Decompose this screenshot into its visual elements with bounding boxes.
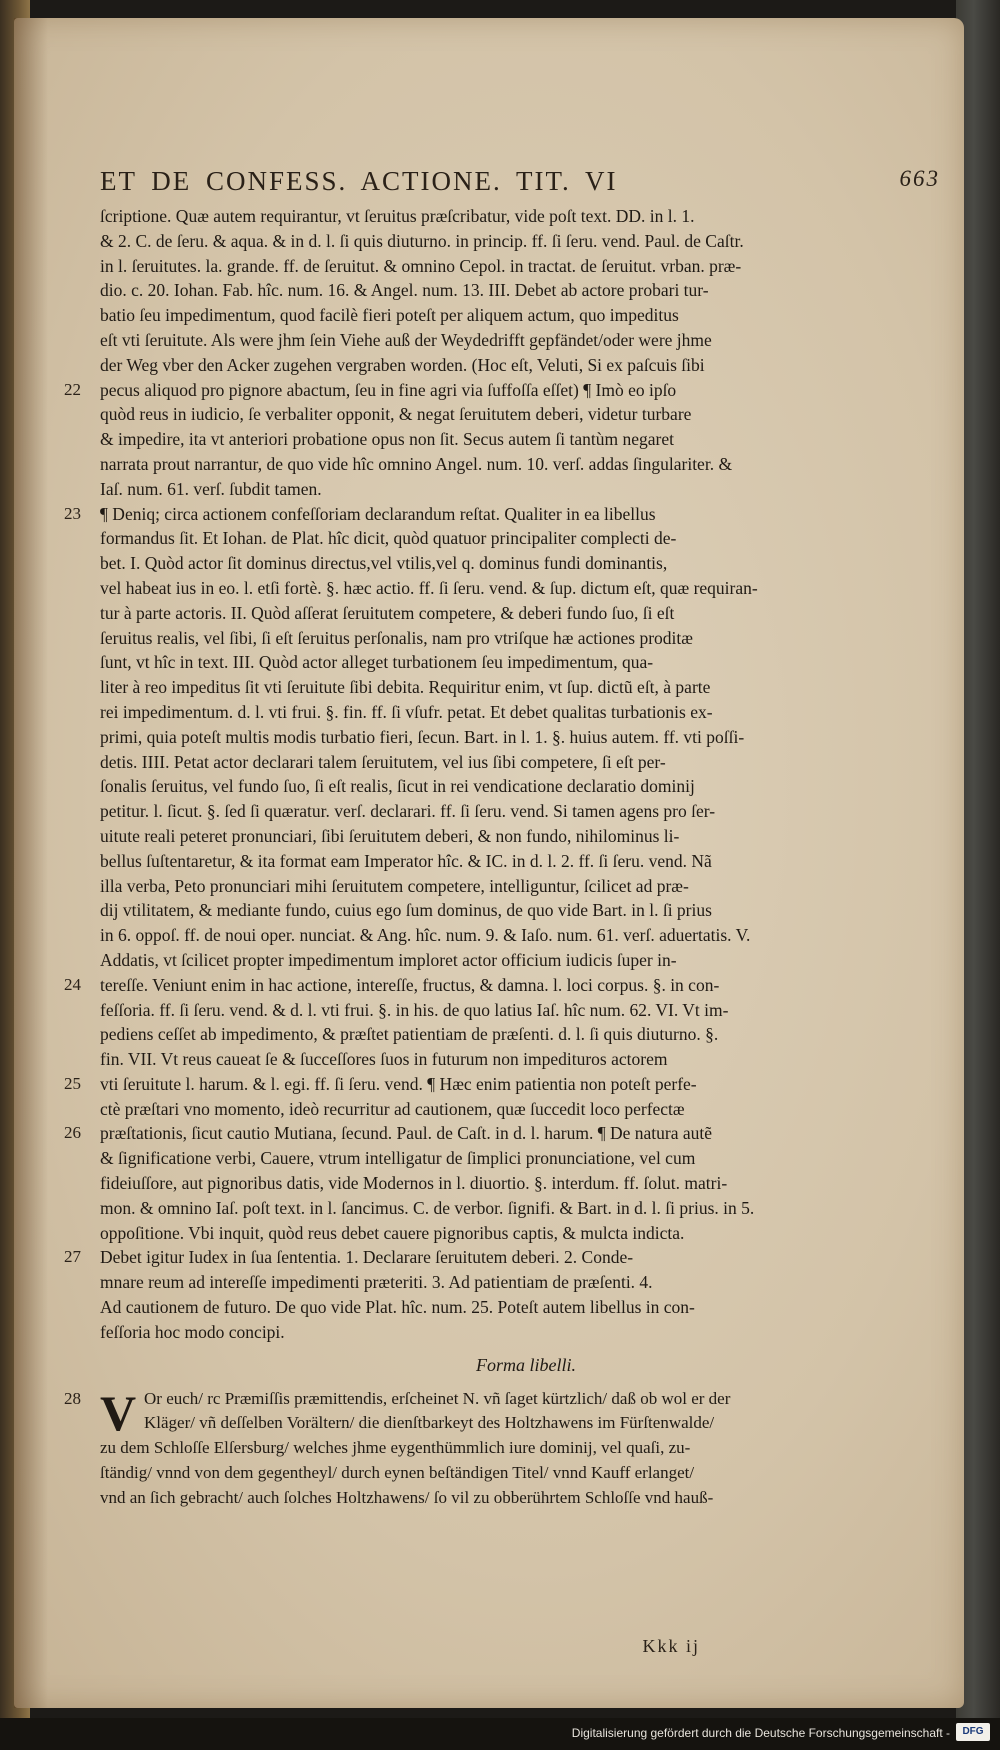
line-text: tur à parte actoris. II. Quòd aſſerat ſeruitutem competere, & deberi fundo ſuo, ſi eſt <box>100 602 675 623</box>
line-text: bellus ſuſtentaretur, & ita format eam Imperator hîc. & IC. in d. l. 2. ff. ſi ſeru. vend. Nã <box>100 850 712 871</box>
text-line <box>64 799 952 824</box>
line-text: pediens ceſſet ab impedimento, & præſtet patientiam de præſenti. d. l. ſi quis diuturno. §. <box>100 1024 719 1045</box>
form-line <box>64 1411 952 1436</box>
text-line <box>64 402 952 427</box>
line-text: dij vtilitatem, & mediante fundo, cuius ego ſum dominus, de quo vide Bart. in l. ſi prius <box>100 900 712 921</box>
line-text: præſtationis, ſicut cautio Mutiana, ſecund. Paul. de Caſt. in d. l. harum. ¶ De natura autẽ <box>100 1123 713 1144</box>
footer-credit: Digitalisierung gefördert durch die Deutsche Forschungsgemeinschaft - <box>571 1726 950 1740</box>
line-text: illa verba, Peto pronunciari mihi ſeruitutem competere, intelliguntur, ſcilicet ad præ- <box>100 875 689 896</box>
line-text: bet. I. Quòd actor ſit dominus directus,vel vtilis,vel q. dominus fundi dominantis, <box>100 553 668 574</box>
line-text: der Weg vber den Acker zugehen vergraben worden. (Hoc eſt, Veluti, Si ex paſcuis ſibi <box>100 354 705 375</box>
text-line <box>64 725 952 750</box>
text-line <box>64 1320 952 1345</box>
text-line <box>64 1146 952 1171</box>
text-line <box>64 551 952 576</box>
line-text: Ad cautionem de futuro. De quo vide Plat. hîc. num. 25. Poteſt autem libellus in con- <box>100 1297 695 1318</box>
form-line <box>64 1486 952 1511</box>
dropcap-letter: V <box>100 1384 137 1441</box>
text-line <box>64 229 952 254</box>
text-line <box>64 1245 952 1270</box>
line-text: uitute reali peteret pronunciari, ſibi ſeruitutem deberi, & non fundo, nihilominus li- <box>100 825 680 846</box>
line-text: dio. c. 20. Iohan. Fab. hîc. num. 16. & Angel. num. 13. III. Debet ab actore probari tur- <box>100 280 709 301</box>
line-text: ſeruitus realis, vel ſibi, ſi eſt ſeruitus perſonalis, nam pro vtriſque hæ actiones proditæ <box>100 627 693 648</box>
text-line <box>64 1171 952 1196</box>
line-text: liter à reo impeditus ſit vti ſeruitute ſibi debita. Requiritur enim, vt ſup. dictũ eſt, à parte <box>100 677 711 698</box>
text-line <box>64 1047 952 1072</box>
text-line <box>64 1221 952 1246</box>
line-text: formandus ſit. Et Iohan. de Plat. hîc dicit, quòd quatuor principaliter complecti de- <box>100 528 677 549</box>
line-text: primi, quia poteſt multis modis turbatio fieri, ſecun. Bart. in l. 1. §. huius autem. ff. vti poſſi- <box>100 726 745 747</box>
line-text: in 6. oppoſ. ff. de noui oper. nunciat. & Ang. hîc. num. 9. & Iaſo. num. 61. verſ. aduertatis. V. <box>100 925 751 946</box>
line-text: ſtändig/ vnnd von dem gegentheyl/ durch eynen beſtändigen Titel/ vnnd Kauff erlanget/ <box>100 1463 695 1483</box>
text-line <box>64 1022 952 1047</box>
line-text: quòd reus in iudicio, ſe verbaliter opponit, & negat ſeruitutem deberi, videtur turbare <box>100 404 692 425</box>
text-line <box>64 353 952 378</box>
text-line <box>64 824 952 849</box>
page-gutter-shadow <box>14 18 48 1708</box>
line-text: fideiuſſore, aut pignoribus datis, vide Modernos in l. diuortio. §. interdum. ff. ſolut. matri- <box>100 1173 728 1194</box>
text-line <box>64 948 952 973</box>
line-text: Kläger/ vñ deſſelben Vorältern/ die dienſtbarkeyt des Holtzhawens im Fürſtenwalde/ <box>144 1413 715 1433</box>
form-line <box>64 1387 952 1412</box>
text-line <box>64 1270 952 1295</box>
line-text: & impedire, ita vt anteriori probatione opus non ſit. Secus autem ſi tantùm negaret <box>100 429 674 450</box>
line-text: vnd an ſich gebracht/ auch ſolches Holtzhawens/ ſo vil zu obberührtem Schloſſe vnd hauß- <box>100 1487 714 1507</box>
signature-mark: Kkk ij <box>642 1636 700 1656</box>
text-line <box>64 923 952 948</box>
line-text: ctè præſtari vno momento, ideò recurritur ad cautionem, quæ ſuccedit loco perfectæ <box>100 1098 685 1119</box>
line-text: Iaſ. num. 61. verſ. ſubdit tamen. <box>100 478 322 499</box>
text-line <box>64 1072 952 1097</box>
line-text: ſcriptione. Quæ autem requirantur, vt ſeruitus præſcribatur, vide poſt text. DD. in l. 1. <box>100 206 695 226</box>
line-text: Or euch/ rc Præmiſſis præmittendis, erſcheinet N. vñ ſaget kürtzlich/ daß ob wol er der <box>144 1388 731 1408</box>
margin-number: 28 <box>64 1388 81 1408</box>
line-text: Debet igitur Iudex in ſua ſententia. 1. Declarare ſeruitutem deberi. 2. Conde- <box>100 1247 634 1268</box>
running-title: ET DE CONFESS. ACTIONE. TIT. VI <box>100 166 618 196</box>
form-line <box>64 1436 952 1461</box>
line-text: ſonalis ſeruitus, vel fundo ſuo, ſi eſt realis, ſicut in rei vendicatione declaratio dominij <box>100 776 695 797</box>
text-line <box>64 601 952 626</box>
text-line <box>64 898 952 923</box>
margin-number: 27 <box>64 1247 81 1267</box>
line-text: mnare reum ad intereſſe impedimenti præteriti. 3. Ad patientiam de præſenti. 4. <box>100 1272 653 1293</box>
page-number: 663 <box>899 166 940 191</box>
text-line <box>64 874 952 899</box>
line-text: fin. VII. Vt reus caueat ſe & ſucceſſores ſuos in futurum non impedituros actorem <box>100 1049 668 1070</box>
text-line <box>64 303 952 328</box>
text-line <box>64 675 952 700</box>
line-text: oppoſitione. Vbi inquit, quòd reus debet cauere pignoribus captis, & mulcta indicta. <box>100 1222 685 1243</box>
line-text: feſſoria. ff. ſi ſeru. vend. & d. l. vti frui. §. in his. de quo latius Iaſ. hîc num. 62. VI. Vt im- <box>100 999 729 1020</box>
line-text: eſt vti ſeruitute. Als were jhm ſein Viehe auß der Weydedrifft gepfändet/oder were jhme <box>100 329 712 350</box>
form-block <box>64 1384 952 1511</box>
body-text <box>64 204 952 1511</box>
page-header <box>100 166 940 202</box>
text-line <box>64 849 952 874</box>
section-title: Forma libelli. <box>476 1354 576 1375</box>
text-line <box>64 328 952 353</box>
text-line <box>64 378 952 403</box>
margin-number: 24 <box>64 974 81 994</box>
line-text: zu dem Schloſſe Elſersburg/ welches jhme eygenthümmlich iure dominij, vel quaſi, zu- <box>100 1438 691 1458</box>
line-text: narrata prout narrantur, de quo vide hîc omnino Angel. num. 10. verſ. addas ſingulariter. & <box>100 453 733 474</box>
text-line <box>64 998 952 1023</box>
margin-number: 23 <box>64 503 81 523</box>
text-line <box>64 1121 952 1146</box>
line-text: tereſſe. Veniunt enim in hac actione, intereſſe, fructus, & damna. l. loci corpus. §. in con- <box>100 974 720 995</box>
text-line <box>64 700 952 725</box>
line-text: ¶ Deniq; circa actionem confeſſoriam declarandum reſtat. Qualiter in ea libellus <box>100 503 656 524</box>
text-line <box>64 626 952 651</box>
line-text: Addatis, vt ſcilicet propter impedimentum imploret actor officium iudicis ſuper in- <box>100 949 677 970</box>
text-line <box>64 502 952 527</box>
line-text: & 2. C. de ſeru. & aqua. & in d. l. ſi quis diuturno. in princip. ff. ſi ſeru. vend. Paul. de Caſtr. <box>100 230 744 251</box>
margin-number: 25 <box>64 1073 81 1093</box>
text-line <box>64 1097 952 1122</box>
text-line <box>64 750 952 775</box>
line-text: & ſignificatione verbi, Cauere, vtrum intelligatur de ſimplici pronunciatione, vel cum <box>100 1148 696 1169</box>
dfg-logo: DFG <box>956 1723 990 1741</box>
line-text: vel habeat ius in eo. l. etſi fortè. §. hæc actio. ff. ſi ſeru. vend. & ſup. dictum eſt, quæ requiran- <box>100 577 758 598</box>
text-line <box>64 526 952 551</box>
text-line <box>64 278 952 303</box>
text-line <box>64 204 952 229</box>
text-line <box>64 477 952 502</box>
margin-number: 22 <box>64 379 81 399</box>
text-line <box>64 452 952 477</box>
text-line <box>64 650 952 675</box>
line-text: ſunt, vt hîc in text. III. Quòd actor alleget turbationem ſeu impedimentum, qua- <box>100 652 654 673</box>
line-text: mon. & omnino Iaſ. poſt text. in l. ſancimus. C. de verbor. ſignifi. & Bart. in d. l. ſi prius. in 5. <box>100 1197 755 1218</box>
line-text: petitur. l. ſicut. §. ſed ſi quæratur. verſ. declarari. ff. ſi ſeru. vend. Si tamen agens pro ſer- <box>100 801 716 822</box>
text-line <box>64 774 952 799</box>
text-line <box>64 1295 952 1320</box>
line-text: rei impedimentum. d. l. vti frui. §. fin. ff. ſi vſufr. petat. Et debet qualitas turbationis ex- <box>100 701 713 722</box>
line-text: vti ſeruitute l. harum. & l. egi. ff. ſi ſeru. vend. ¶ Hæc enim patientia non poteſt perfe- <box>100 1073 697 1094</box>
text-line <box>64 973 952 998</box>
text-line <box>64 427 952 452</box>
text-line <box>64 576 952 601</box>
margin-number: 26 <box>64 1123 81 1143</box>
line-text: pecus aliquod pro pignore abactum, ſeu in fine agri via ſuffoſſa eſſet) ¶ Imò eo ipſo <box>100 379 677 400</box>
line-text: batio ſeu impedimentum, quod facilè fieri poteſt per aliquem actum, quo impeditus <box>100 305 679 326</box>
line-text: detis. IIII. Petat actor declarari talem ſeruitutem, vel ius ſibi competere, ſi eſt per- <box>100 751 666 772</box>
text-line <box>64 254 952 279</box>
text-line <box>64 1196 952 1221</box>
line-text: feſſoria hoc modo concipi. <box>100 1321 285 1342</box>
line-text: in l. ſeruitutes. la. grande. ff. de ſeruitut. & omnino Cepol. in tractat. de ſeruitut. vrban. præ- <box>100 255 742 276</box>
form-line <box>64 1461 952 1486</box>
